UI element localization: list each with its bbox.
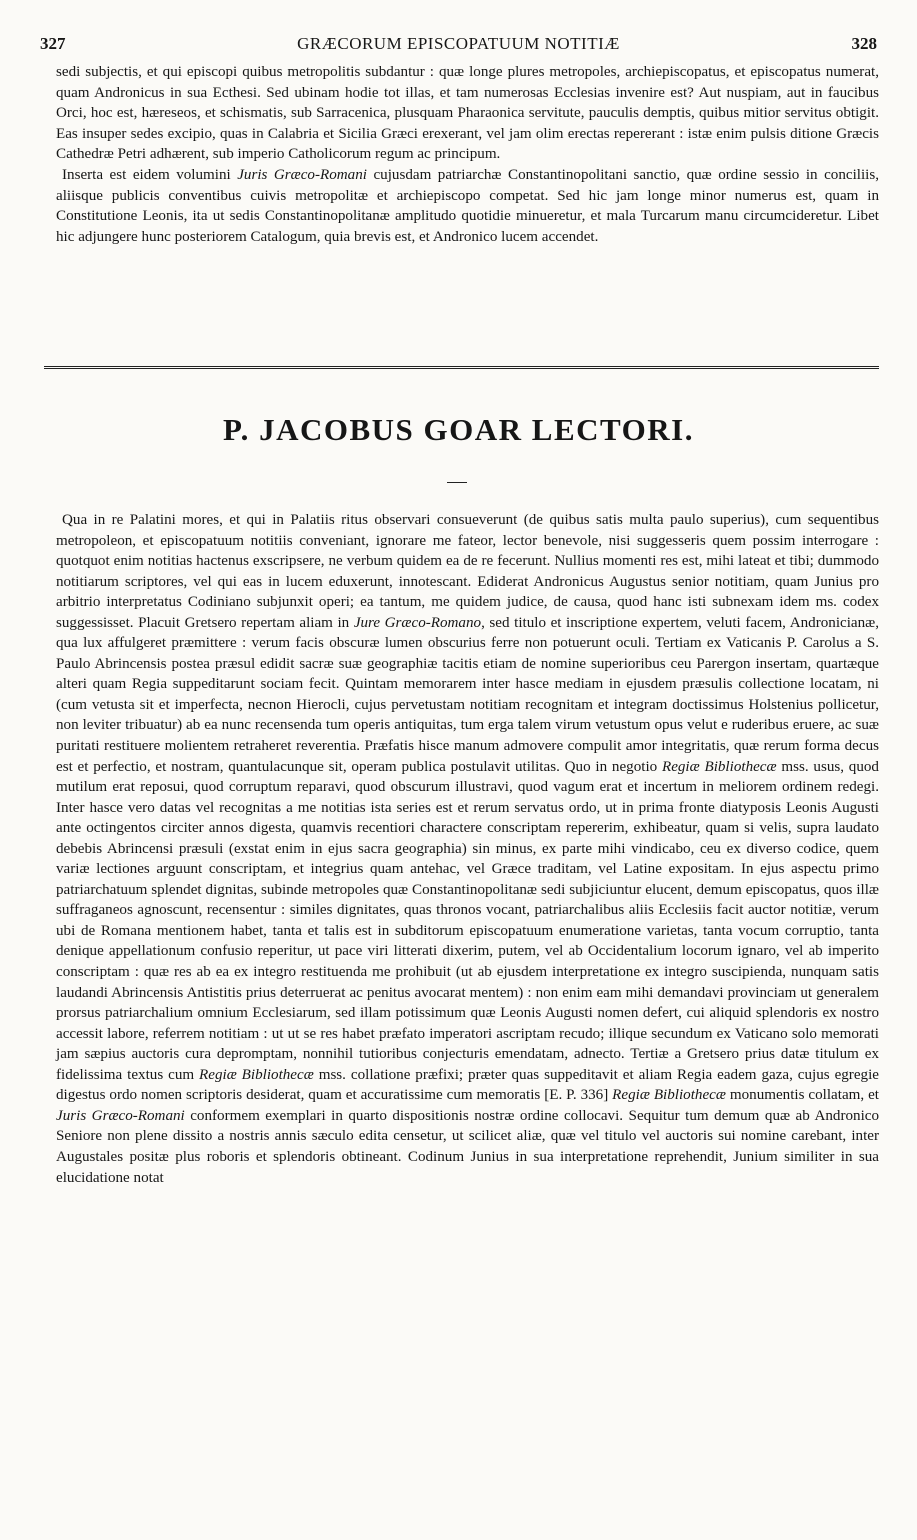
text-run: mss. usus, quod mutilum erat reposui, quod corruptum reparavi, quod obscurum illustravi, quod vagum erat et incertum in meliorem ordinem redegi. Inter hasce vero datas vel recognitas a me notitias ista series est et rerum servatus ordo, ut in prima fronte diatyposis Leonis Augusti ante octingentos circiter annos digesta, quamvis recentiori charactere conscriptam repererim, exhibeatur, quam si velis, supra laudato debebis Abrincensi præsuli (exstat enim in ejus sacra geographia) sin minus, ex parte mihi vindicabo, ceu ex diverso codice, quem variæ lectiones arguunt conscriptam, et integrius quam antehac, vel Græce traditam, vel Latine expositam. In ejus aspectu primo patriarchatuum splendet dignitas, subinde metropoles quæ Constantinopolitanæ sedi subjiciuntur elucent, demum episcopatus, quos illæ suffraganeos agnoscunt, recensentur : similes dignitates, quas thronos vocant, patriarchalibus aliis Ecclesiis facit auctor notitiæ, verum ubi de Romana mentionem habet, tanta et talis est in subditorum episcopatuum enumeratione varietas, tanta vocum corruptio, tanta denique appellationum confusio reperitur, ut pace viri litterati dixerim, putem, vel ab Occidentalium locorum ignaro, vel ab imperito conscriptam : quæ res ab ea ex integro restituenda me prohibuit (ut ab ejusdem interpretatione ex integro suscipienda, nunquam satis laudandi Abrincensis Antistitis prius deterruerat ac penitus avocarat mentem) : non enim eam mihi demandavi provinciam ut generalem prorsus patriarchalium omnium Ecclesiarum, sed illam potissimum quæ Leonis Augusti nomen defert, cui aliquid splendoris ex nostro accessit labore, referrem notitiam : ut ut se res habet præfato imperatori ascriptam recudo; illique secundum ex Vaticano solo memorati jam sæpius auctoris cura depromptam, nonnihil tutioribus conjecturis emendatam, adnecto. Tertiæ a Gretsero prius datæ titulum ex fidelissima textus cum	[56, 758, 879, 1083]
page-header	[40, 34, 877, 56]
section-divider	[44, 366, 879, 369]
italic-run: Juris Græco-Romani	[237, 166, 367, 183]
section-title: P. JACOBUS GOAR LECTORI.	[223, 412, 694, 447]
top-paragraph-1: sedi subjectis, et qui episcopi quibus metropolitis subdantur : quæ longe plures metropoles, archiepiscopatus, et episcopatus numerat, quam Andronicus in sua Ecthesi. Sed ubinam hodie tot illas, et tam numerosas Ecclesias invenire est? Aut nuspiam, aut in faucibus Orci, hoc est, hæreseos, et schismatis, sub Sarracenica, plusquam Pharaonica servitute, pauculis demptis, quibus mitior servitus obtigit. Eas insuper sedes excipio, quas in Calabria et Sicilia Græci erexerant, vel jam olim erectas repererant : istæ enim pulsis ditione Græcis Cathedræ Petri adhærent, sub imperio Catholicorum regum ac principum.	[56, 64, 879, 163]
text-run: cujusdam patriarchæ Constantinopolitani sanctio, quæ ordine sessio in conciliis, aliisque publicis conventibus cuivis metropolitæ et archiepiscopo competat. Sed hic jam longe minor numerus est, quam in Constitutione Leonis, ita ut sedis Constantinopolitanæ amplitudo quotidie minueretur, et mala Turcarum manu circumcideretur. Libet hic adjungere hunc posteriorem Catalogum, quia brevis est, et Andronico lucem accendet.	[56, 166, 879, 245]
italic-run: Jure Græco-Romano	[353, 614, 482, 631]
text-run: mss. collatione præfixi; præter quas suppeditavit et aliam Regia eadem gaza, cujus egregie digestus ordo nomen scriptoris desiderat, quam et accuratissime cum memoratis [E. P. 336]	[56, 1066, 879, 1104]
main-body	[56, 510, 879, 1188]
body-paragraph	[56, 510, 879, 1188]
italic-run: Regiæ Bibliothecæ	[199, 1066, 314, 1083]
page-number-left: 327	[40, 34, 66, 53]
text-run: Inserta est eidem volumini	[62, 166, 238, 183]
title-dash	[447, 482, 467, 483]
italic-run: Juris Græco-Romani	[56, 1107, 185, 1124]
text-run: conformem exemplari in quarto dispositionis nostræ ordine collocavi. Sequitur tum demum quæ ab Andronico Seniore non plene dissito a nostris annis sæculo edita censetur, ut scilicet aliæ, quæ vel titulo vel auctoris sui nomine carebant, inter Augustales positæ plus roboris et splendoris obtineant. Codinum Junius in sua interpretatione reprehendit, Junium similiter in sua elucidatione notat	[56, 1107, 880, 1186]
page-number-right: 328	[851, 34, 877, 53]
italic-run: Regiæ Bibliothecæ	[661, 758, 777, 775]
text-run: , sed titulo et inscriptione expertem, veluti facem, Andronicianæ, qua lux affulgeret præmittere : verum facis obscuræ lumen obscurius ferre non potuerunt oculi. Tertiam ex Vaticanis P. Carolus a S. Paulo Abrincensis postea præsul edidit sacræ suæ geographiæ tacitis etiam de nomine superioribus ceu Parergon insertam, quartæque alteri quam Regia suppeditarunt sociam fecit. Quintam memorarem inter hasce mediam in ejusdem præsulis collectione locatam, ni (cum vetusta sit et imperfecta, necnon Hierocli, cujus pervetustam notitiam recognitam et integram doctissimus Holstenius pollicetur, non leviter tribuatur) ab ea nunc recensenda tum operis antiquitas, tum erga talem virum vetustum opus velut e ruderibus eruere, ac suæ puritati restituere molientem retraheret reverentia. Præfatis hisce manum admovere compulit amor integritatis, quæ rerum forma decus est et perfectio, et nostram, quantulacunque sit, operam publica postulavit utilitas. Quo in negotio	[56, 614, 879, 775]
text-run: monumentis collatam, et	[725, 1087, 879, 1104]
italic-run: Regiæ Bibliothecæ	[612, 1087, 726, 1104]
top-section	[56, 62, 879, 247]
running-title: GRÆCORUM EPISCOPATUUM NOTITIÆ	[297, 34, 620, 53]
top-paragraph-2	[56, 165, 879, 247]
text-run: Qua in re Palatini mores, et qui in Palatiis ritus observari consueverunt (de quibus satis multa paulo superius), cum sequentibus metropoleon, et episcopatuum notitiis conveniant, ignorare me fateor, lector benevole, nisi suggesseris quem possim interrogare : quotquot enim notitias hactenus exscripsere, ne verbum quidem ea de re fecerunt. Nullius momenti res est, mihi lateat et tibi; dummodo notitiarum scriptores, vel qui eas in lucem eduxerunt, innotescant. Ediderat Andronicus Augustus senior notitiam, quam Junius pro arbitrio interpretatus Codiniano subjunxit operi; ea tantum, me quidem judice, de causa, quod hanc isti subnexam idem ms. codex suggessisset. Placuit Gretsero repertam aliam in	[56, 512, 879, 631]
